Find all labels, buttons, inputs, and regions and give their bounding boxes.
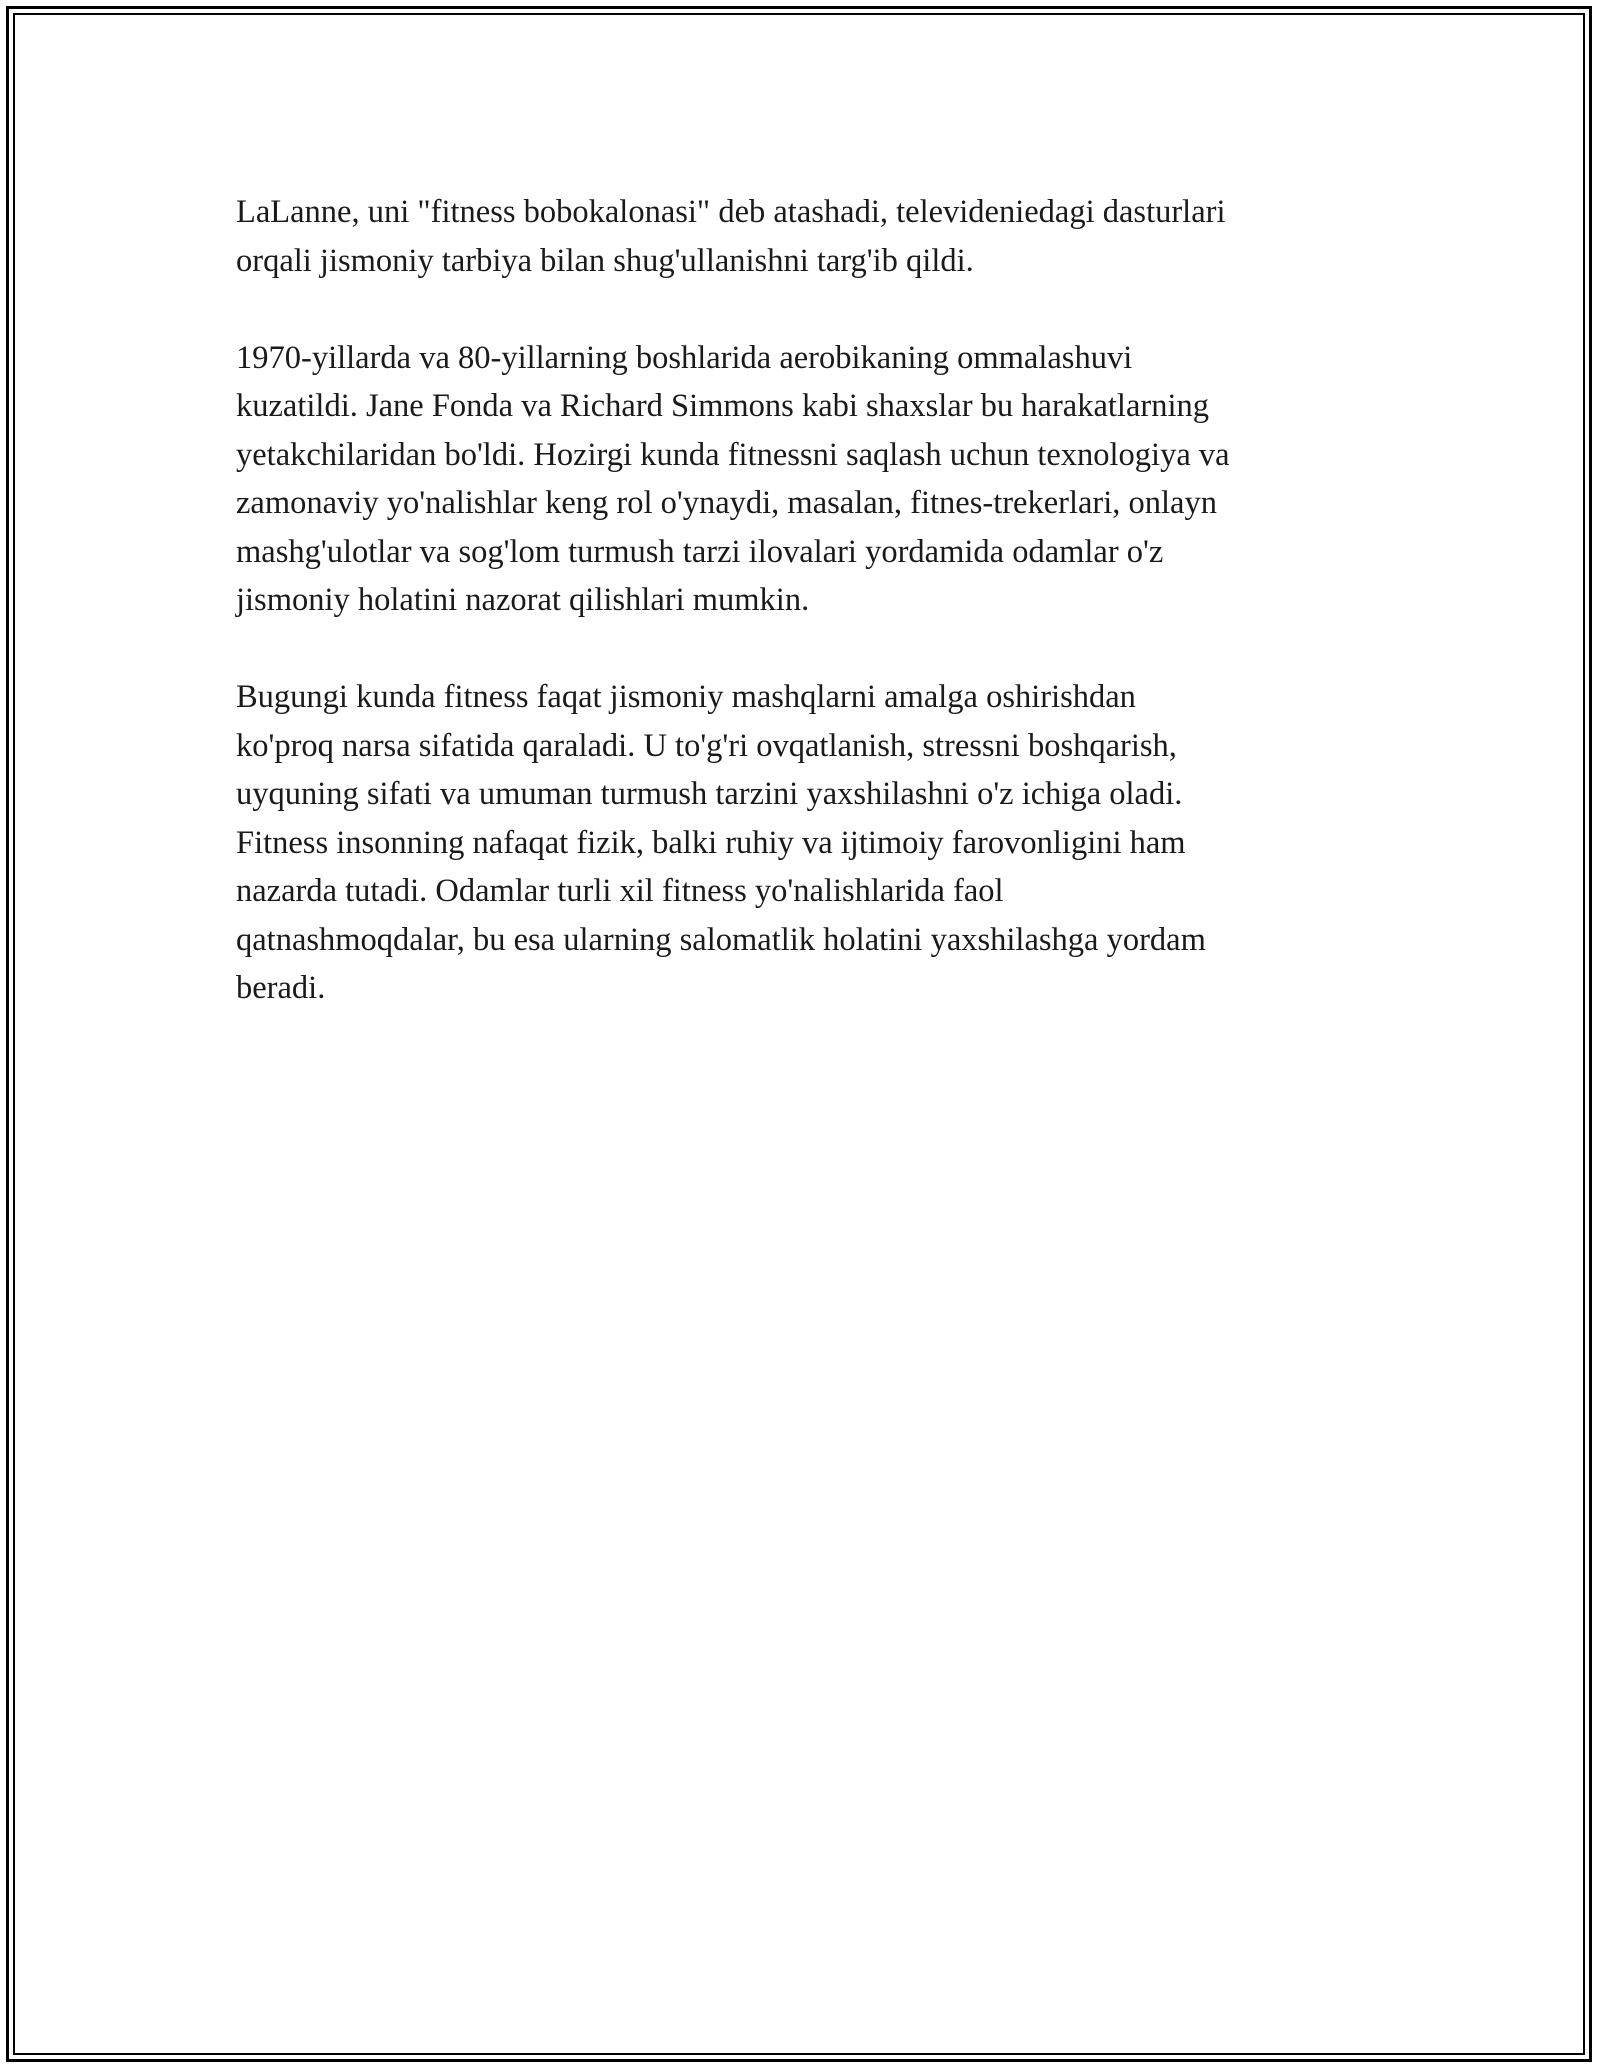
paragraph-3 <box>236 673 1366 1013</box>
text-line: uyquning sifati va umuman turmush tarzini yaxshilashni o'z ichiga oladi. <box>236 776 1183 812</box>
text-line: yetakchilaridan bo'ldi. Hozirgi kunda fitnessni saqlash uchun texnologiya va <box>236 436 1230 473</box>
text-line: beradi. <box>236 970 326 1006</box>
text-line: 1970-yillarda va 80-yillarning boshlarida aerobikaning ommalashuvi <box>236 339 1133 376</box>
text-line: nazarda tutadi. Odamlar turli xil fitness yo'nalishlarida faol <box>236 873 1004 909</box>
text-line: zamonaviy yo'nalishlar keng rol o'ynaydi, masalan, fitnes-trekerlari, onlayn <box>236 485 1217 521</box>
text-line: orqali jismoniy tarbiya bilan shug'ullanishni targ'ib qildi. <box>236 242 974 279</box>
text-line: Bugungi kunda fitness faqat jismoniy mashqlarni amalga oshirishdan <box>236 679 1136 715</box>
document-body <box>236 188 1366 1061</box>
text-line: LaLanne, uni "fitness bobokalonasi" deb atashadi, televideniedagi dasturlari <box>236 194 1226 230</box>
text-line: ko'proq narsa sifatida qaraladi. U to'g'ri ovqatlanish, stressni boshqarish, <box>236 727 1177 764</box>
text-line: Fitness insonning nafaqat fizik, balki ruhiy va ijtimoiy farovonligini ham <box>236 824 1186 861</box>
paragraph-1 <box>236 188 1366 285</box>
text-line: qatnashmoqdalar, bu esa ularning salomatlik holatini yaxshilashga yordam <box>236 921 1206 958</box>
text-line: jismoniy holatini nazorat qilishlari mumkin. <box>236 582 810 618</box>
paragraph-2 <box>236 334 1366 625</box>
text-line: kuzatildi. Jane Fonda va Richard Simmons kabi shaxslar bu harakatlarning <box>236 388 1209 424</box>
text-line: mashg'ulotlar va sog'lom turmush tarzi ilovalari yordamida odamlar o'z <box>236 533 1164 570</box>
